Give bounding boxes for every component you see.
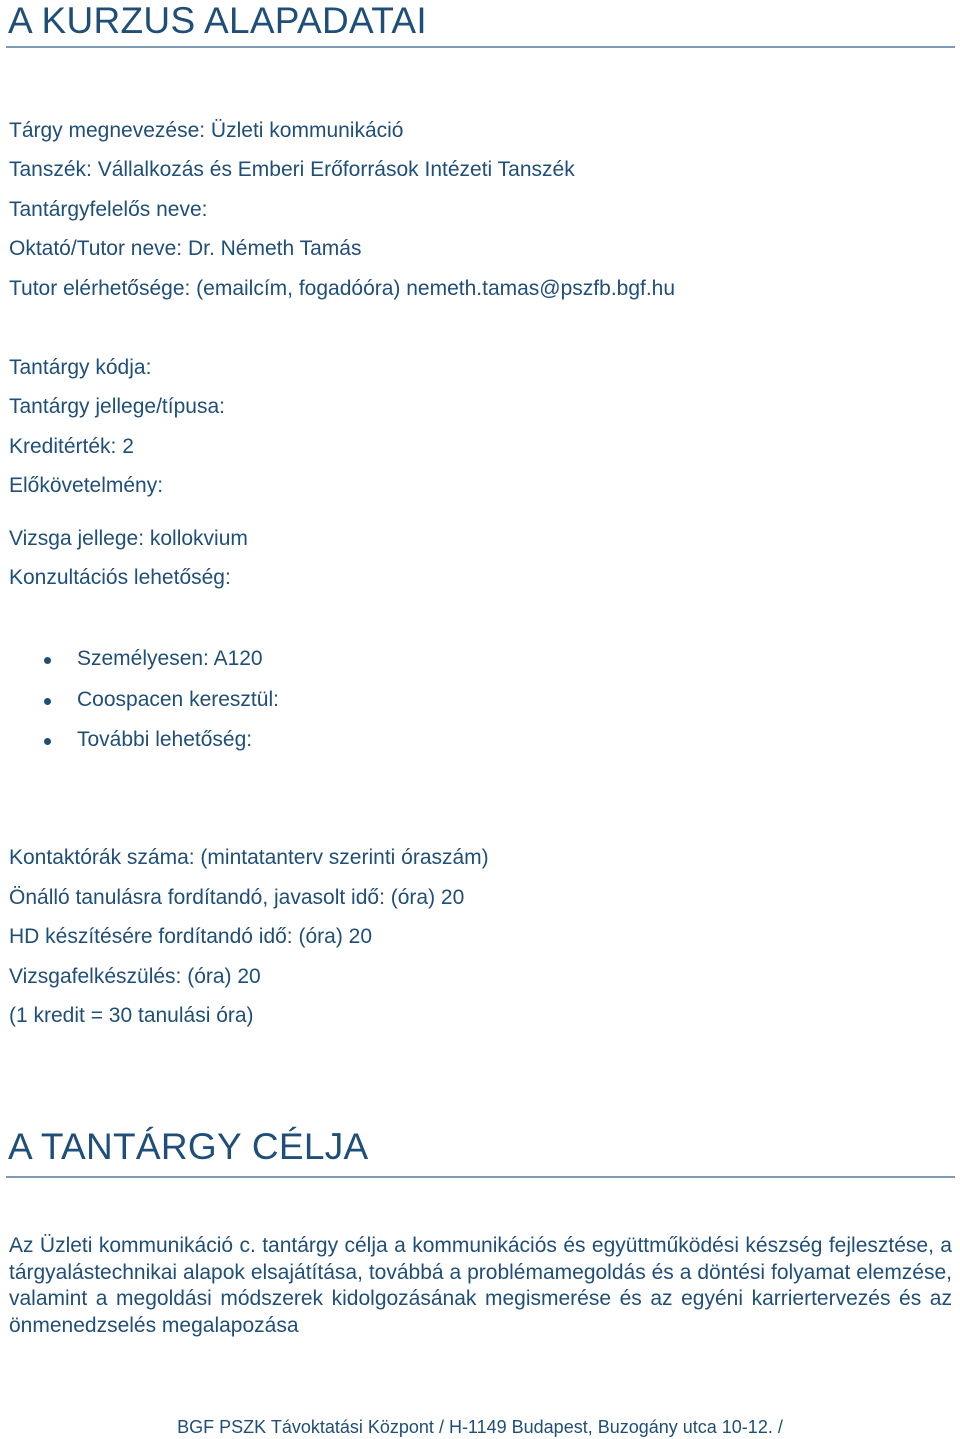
self-study-hours: Önálló tanulásra fordítandó, javasolt idő: (óra) 20 [9,886,465,909]
prerequisite: Előkövetelmény: [9,474,164,497]
section-title-subject-goal: A TANTÁRGY CÉLJA [8,1126,369,1167]
contact-hours: Kontaktórák száma: (mintatanterv szerinti óraszám) [9,846,489,869]
subject-type: Tantárgy jellege/típusa: [9,395,225,418]
subject-name: Tárgy megnevezése: Üzleti kommunikáció [9,119,404,142]
list-item: Személyesen: A120 [77,647,263,670]
bullet-icon [44,698,51,705]
bullet-icon [44,657,51,664]
section-divider [6,46,955,48]
exam-prep-hours: Vizsgafelkészülés: (óra) 20 [9,965,261,988]
subject-goal-paragraph: Az Üzleti kommunikáció c. tantárgy célja a kommunikációs és együttműködési készség fejlesztése, a tárgyalástechnikai alapok elsajátítása, továbbá a problémamegoldás és a döntési folyamat elemzése, valamint a megoldási módszerek kidolgozásának megismerése és az egyéni karriertervezés és az önmenedzselés megalapozása [9,1234,952,1337]
page-footer: BGF PSZK Távoktatási Központ / H-1149 Budapest, Buzogány utca 10-12. / [177,1417,783,1437]
department: Tanszék: Vállalkozás és Emberi Erőforrások Intézeti Tanszék [9,158,575,181]
list-item: Coospacen keresztül: [77,688,279,711]
subject-responsible: Tantárgyfelelős neve: [9,198,208,221]
credit-note: (1 kredit = 30 tanulási óra) [9,1004,254,1027]
exam-type: Vizsga jellege: kollokvium [9,527,248,550]
list-item: További lehetőség: [77,728,253,751]
tutor-contact: Tutor elérhetősége: (emailcím, fogadóóra) nemeth.tamas@pszfb.bgf.hu [9,277,676,300]
homework-hours: HD készítésére fordítandó idő: (óra) 20 [9,925,373,948]
section-title-course-data: A KURZUS ALAPADATAI [8,0,427,41]
section-divider [6,1176,955,1178]
bullet-icon [44,738,51,745]
consultation-options: Konzultációs lehetőség: [9,566,231,589]
credit-value: Kreditérték: 2 [9,435,134,458]
tutor-name: Oktató/Tutor neve: Dr. Németh Tamás [9,237,362,260]
subject-code: Tantárgy kódja: [9,356,152,379]
